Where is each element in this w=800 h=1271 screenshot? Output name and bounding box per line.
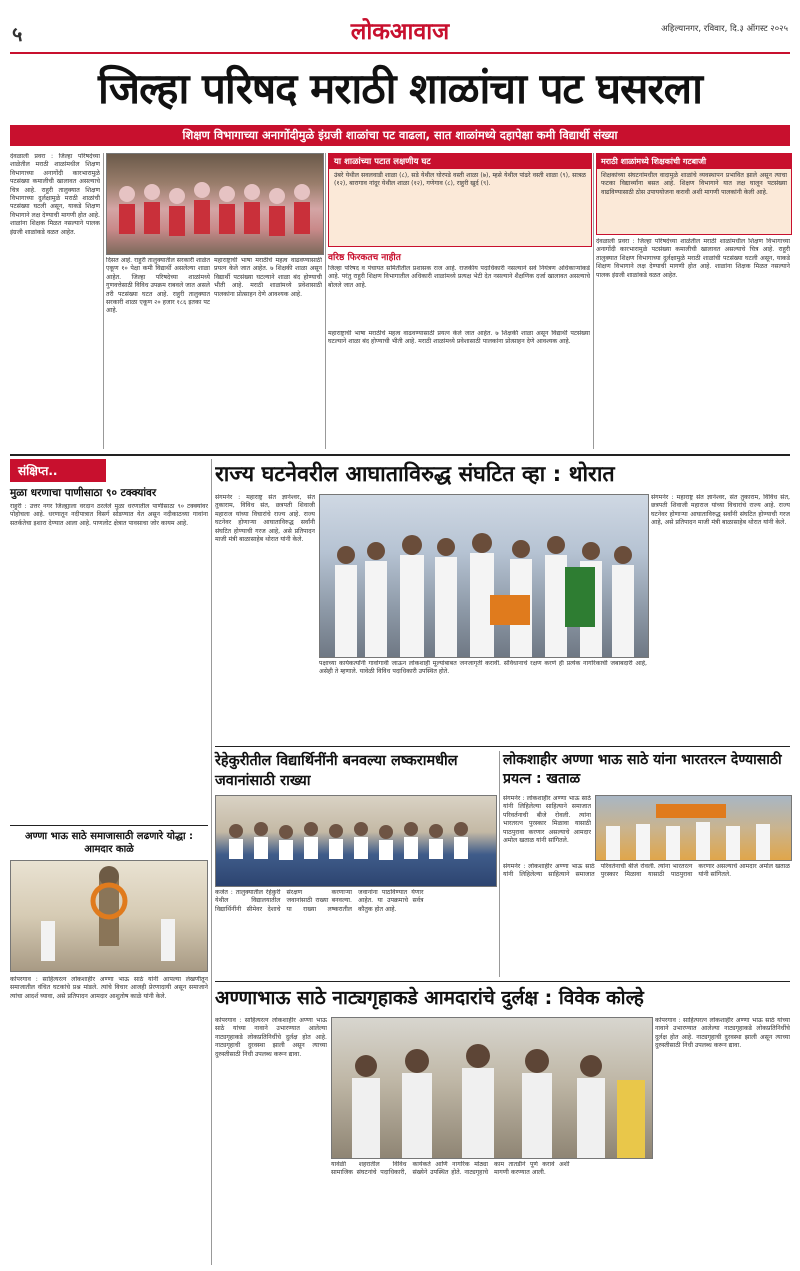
page-number: ५ — [12, 22, 23, 46]
sankshipt-label: संक्षिप्त.. — [10, 459, 106, 482]
lead-column-5: देवळाली प्रवरा : जिल्हा परिषदेच्या शाळेतील मराठी शाळांमधील शिक्षण विभागाच्या अनागोंदी कारभारामुळे पटसंख्या कमालीची खालावत असल्याचे चित्र आहे. राहुरी तालुक्यात शिक्षण विभागाच्या दुर्लक्षामुळे मराठी शाळांची पटसंख्या घटली असून, याकडे शिक्षण विभागाने लक्ष देण्याची मागणी होत आहे. शाळांना शिक्षक मिळत नसल्याने पालक इंग्रजी शाळांकडे वळत आहेत. — [596, 238, 790, 279]
thorat-event-photo — [319, 494, 649, 658]
children-figures-icon — [107, 154, 323, 254]
divider — [10, 825, 208, 826]
divider — [325, 153, 326, 449]
crowd-stage-icon — [320, 495, 648, 657]
statue-garland-icon — [11, 861, 207, 971]
lead-column-2: दिसत आहे. राहुरी तालुक्यातील सरकारी शाळेत एकूण १० पेक्षा कमी विद्यार्थी असलेल्या शाळा आहेत. जिल्हा परिषदेच्या शाळांमध्ये गुणवत्तेसाठी विविध उपक्रम राबवले जात असले तरी पटसंख्या घटत आहे. राहुरी तालुक्यात सरकारी शाळा एकूण २० हजार १८६ इतका पट आहे. — [106, 257, 210, 315]
lead-column-3: महाराष्ट्राची भाषा मराठीचे महत्व वाढवण्यासाठी प्रयत्न केले जात आहेत. ७ शिक्षकी शाळा असून विद्यार्थी पटसंख्या घटल्याने शाळा बंद होण्याची भीती आहे. मराठी शाळांमध्ये प्रवेशासाठी पालकांना प्रोत्साहन देणे आवश्यक आहे. — [214, 257, 322, 298]
divider — [211, 459, 212, 1265]
school-list-title: या शाळांच्या पटात लक्षणीय घट — [329, 154, 591, 169]
varishta-text: जिल्हा परिषद व पंचायत समितीतील प्रशासक राज आहे. राजकीय पदाधिकारी नसल्याने सर्व नियंत्रण अधिकाऱ्यांकडे आहे. परंतु राहुरी शिक्षण विभागातील अधिकारी शाळांमध्ये प्रत्यक्ष भेटी देत नसल्याने शैक्षणिक दर्जा खालावत असल्याचे बोलले जात आहे. — [328, 265, 590, 289]
khatal-text-1: संगमनेर : लोकशाहीर अण्णा भाऊ साठे यांनी लिहिलेल्या साहित्याने समाजात परिवर्तनाची बीजे रोवली. त्यांना भारतरत्न पुरस्कार मिळावा यासाठी पाठपुरावा करणार असल्याचे आमदार अमोल खताळ यांनी सांगितले. — [503, 795, 591, 845]
school-list-text: उंबरे येथील सवलवाडी शाळा (८), सडे येथील घोरपडे वस्ती शाळा (७), म्हसे येथील पांढरे वस्ती शाळा (९), सात्रळ (१२), बारागाव नांदूर येथील शाळा (१२), गणेगाव (८), राहुरी खुर्द (९). — [334, 172, 586, 188]
kolhe-text-2: यावेळी शहरातील विविध सामाजिक संघटनांचे पदाधिकारी, कार्यकर्ते आणि नागरिक मोठ्या संख्येने उपस्थित होते. नाट्यगृहाचे काम तातडीने पूर्ण करावे अशी मागणी करण्यात आली. — [331, 1161, 570, 1177]
thorat-headline: राज्य घटनेवरील आघाताविरुद्ध संघटित व्हा : थोरात — [215, 462, 615, 487]
sankshipt-item1-title: मुळा धरणाचा पाणीसाठा ९० टक्क्यांवर — [10, 487, 157, 499]
thorat-text-3: संगमनेर : महाराष्ट्र संत ज्ञानेश्वर, संत तुकाराम, विविध संत, छत्रपती शिवाजी महाराज यांच्या विचारांचे राज्य आहे. राज्य घटनेवर होणाऱ्या आघाताविरुद्ध सर्वांनी संघटित होण्याची गरज आहे, असे प्रतिपादन माजी मंत्री बाळासाहेब थोरात यांनी केले. — [651, 494, 790, 527]
school-children-photo — [106, 153, 324, 255]
varishta-title: वरिष्ठ फिरकतच नाहीत — [328, 253, 401, 263]
khatal-text-2: संगमनेर : लोकशाहीर अण्णा भाऊ साठे यांनी लिहिलेल्या साहित्याने समाजात परिवर्तनाची बीजे रोवली. त्यांना भारतरत्न पुरस्कार मिळावा यासाठी पाठपुरावा करणार असल्याचे आमदार अमोल खताळ यांनी सांगितले. — [503, 863, 790, 879]
section-rule — [10, 454, 790, 456]
sankshipt-item2-title: अण्णा भाऊ साठे समाजासाठी लढणारे योद्धा : आमदार काळे — [24, 831, 194, 855]
lead-subhead: शिक्षण विभागाच्या अनागोंदीमुळे इंग्रजी शाळांचा पट वाढला, सात शाळांमध्ये दहापेक्षा कमी विद्यार्थी संख्या — [10, 125, 790, 146]
anna-bhau-sathe-statue-photo — [10, 860, 208, 972]
students-uniform-icon — [216, 796, 496, 886]
lead-column-4: महाराष्ट्राची भाषा मराठीचे महत्व वाढवण्यासाठी प्रयत्न केले जात आहेत. ७ शिक्षकी शाळा असून विद्यार्थी पटसंख्या घटल्याने शाळा बंद होण्याची भीती आहे. मराठी शाळांमध्ये प्रवेशासाठी पालकांना प्रोत्साहन देणे आवश्यक आहे. — [328, 330, 590, 346]
rakhi-headline: रेहेकुरीतील विद्यार्थिनींनी बनवल्या लष्करामधील जवानांसाठी राख्या — [215, 753, 458, 789]
divider — [499, 751, 500, 977]
group-people-icon — [332, 1018, 652, 1158]
gatbazi-text: शिक्षकांच्या संघटनांमधील वादामुळे शाळांचे व्यवस्थापन प्रभावित झाले असून त्याचा फटका विद्यार्थ्यांना बसत आहे. शिक्षण विभागाने यात लक्ष घालून पटसंख्या वाढविण्यासाठी ठोस उपाययोजना करावी अशी मागणी पालकांनी केली आहे. — [601, 172, 787, 196]
gatbazi-title: मराठी शाळांमध्ये शिक्षकांची गटबाजी — [597, 154, 791, 169]
masthead — [0, 0, 800, 58]
dateline: अहिल्यानगर, रविवार, दि.३ ऑगस्ट २०२५ — [661, 24, 788, 34]
kolhe-text-3: कोपरगाव : साहित्यरत्न लोकशाहीर अण्णा भाऊ साठे यांच्या नावाने उभारण्यात आलेल्या नाट्यगृहाकडे लोकप्रतिनिधींचे दुर्लक्ष होत आहे. नाट्यगृहाची दुरवस्था झाली असून त्याच्या दुरुस्तीसाठी निधी उपलब्ध करून द्यावा. — [655, 1017, 790, 1050]
lead-column-1: देवळाली प्रवरा : जिल्हा परिषदेच्या शाळेतील मराठी शाळांमधील शिक्षण विभागाच्या अनागोंदी कारभारामुळे पटसंख्या कमालीची खालावत असल्याचे चित्र आहे. राहुरी तालुक्यात शिक्षण विभागाच्या दुर्लक्षामुळे मराठी शाळांची पटसंख्या घटली असून, याकडे शिक्षण विभागाने लक्ष देण्याची मागणी होत आहे. शाळांना शिक्षक मिळत नसल्याने पालक इंग्रजी शाळांकडे वळत आहेत. — [10, 153, 100, 236]
kolhe-headline: अण्णाभाऊ साठे नाट्यगृहाकडे आमदारांचे दुर्लक्ष : विवेक कोल्हे — [215, 987, 644, 1009]
gatbazi-box — [596, 153, 792, 235]
thorat-text-2: पक्षाच्या कार्यकर्त्यांनी गावोगावी जाऊन लोकशाही मूल्यांबाबत जनजागृती करावी. संविधानाचे रक्षण करणे ही प्रत्येक नागरिकाची जबाबदारी आहे, असेही ते म्हणाले. यावेळी विविध पदाधिकारी उपस्थित होते. — [319, 660, 647, 676]
divider — [103, 153, 104, 449]
brand-logo: लोकआवाज — [350, 18, 450, 45]
khatal-event-photo — [595, 795, 792, 861]
masthead-rule — [10, 52, 790, 54]
khatal-headline: लोकशाहीर अण्णा भाऊ साठे यांना भारतरत्न देण्यासाठी प्रयत्न : खताळ — [503, 752, 782, 787]
section-rule — [215, 981, 790, 982]
sankshipt-item2-text: कोपरगाव : साहित्यरत्न लोकशाहीर अण्णा भाऊ साठे यांनी आपल्या लेखणीतून समाजातील वंचित घटकांचे प्रश्न मांडले. त्यांचे विचार आजही प्रेरणादायी असून समाजाने त्यांचा आदर्श घ्यावा, असे प्रतिपादन आमदार आशुतोष काळे यांनी केले. — [10, 976, 208, 1000]
thorat-text-1: संगमनेर : महाराष्ट्र संत ज्ञानेश्वर, संत तुकाराम, विविध संत, छत्रपती शिवाजी महाराज यांच्या विचारांचे राज्य आहे. राज्य घटनेवर होणाऱ्या आघाताविरुद्ध सर्वांनी संघटित होण्याची गरज आहे, असे प्रतिपादन माजी मंत्री बाळासाहेब थोरात यांनी केले. — [215, 494, 315, 544]
varishta-box — [328, 250, 590, 325]
rally-icon — [596, 796, 791, 860]
lead-headline: जिल्हा परिषद मराठी शाळांचा पट घसरला — [98, 64, 702, 113]
divider — [593, 153, 594, 449]
kolhe-text-1: कोपरगाव : साहित्यरत्न लोकशाहीर अण्णा भाऊ साठे यांच्या नावाने उभारण्यात आलेल्या नाट्यगृहाकडे लोकप्रतिनिधींचे दुर्लक्ष होत आहे. नाट्यगृहाची दुरवस्था झाली असून त्याच्या दुरुस्तीसाठी निधी उपलब्ध करून द्यावा. — [215, 1017, 327, 1058]
section-rule — [215, 746, 790, 747]
sankshipt-item1-text: राहुरी : उत्तर नगर जिल्ह्याला वरदान ठरलेले मुळा धरणातील पाणीसाठा ९० टक्क्यांवर पोहोचला आहे. धरणातून नदीपात्रात विसर्ग सोडण्यात येत असून नदीकाठच्या गावांना सतर्कतेचा इशारा देण्यात आला आहे. पाणलोट क्षेत्रात पावसाचा जोर कायम आहे. — [10, 503, 208, 527]
sankshipt-sidebar — [10, 459, 208, 1265]
school-list-box — [328, 153, 592, 247]
kolhe-visit-photo — [331, 1017, 653, 1159]
rakhi-text: कर्जत : तालुक्यातील रेहेकुरी येथील विद्यालयातील विद्यार्थिनींनी सीमेवर देशाचे संरक्षण करणाऱ्या जवानांसाठी राख्या बनवल्या. या राख्या लष्करातील जवानांना पाठविण्यात येणार आहेत. या उपक्रमाचे सर्वत्र कौतुक होत आहे. — [215, 889, 424, 913]
rakhi-students-photo — [215, 795, 497, 887]
